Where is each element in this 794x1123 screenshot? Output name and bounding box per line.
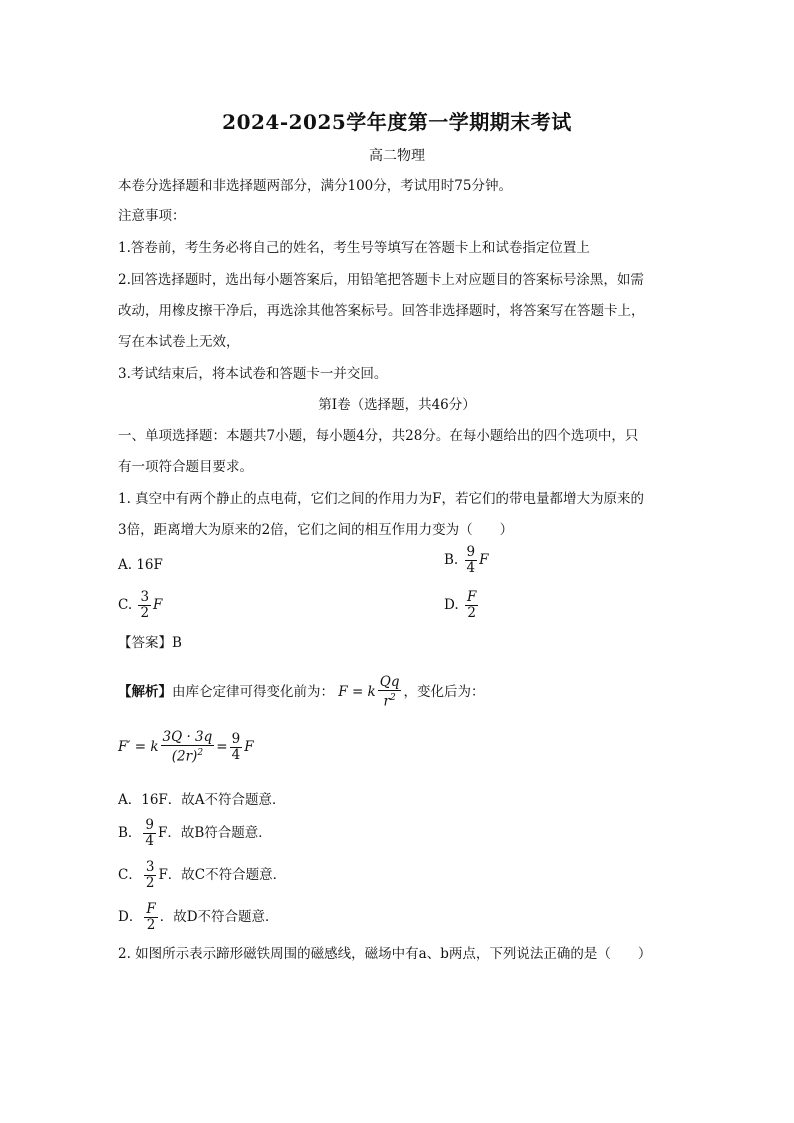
explanation-a: A．16F．故A不符合题意． [118, 792, 286, 808]
notice-line: 1.答卷前，考生务必将自己的姓名，考生号等填写在答题卡上和试卷指定位置上 [118, 240, 590, 256]
fraction: $\frac{9}{4}$ [145, 817, 155, 849]
exam-subject: 高二物理 [369, 148, 425, 164]
option-label: B. [444, 552, 459, 568]
option-d [444, 590, 480, 621]
analysis-line: 【解析】由库仑定律可得变化前为： F = k $\frac{Qq}{r^2}$ ，变化后为： [118, 674, 485, 710]
option-a: A. 16F [118, 557, 163, 573]
fraction: $\frac{3Q \cdot 3q}{(2r)^2}$ [162, 729, 213, 765]
explanation-c: C． $\frac{3}{2}$ F．故C不符合题意． [118, 859, 287, 891]
fraction: $\frac{9}{4}$ [231, 730, 241, 763]
fraction: $\frac{F}{2}$ [146, 901, 156, 933]
part-instructions: 有一项符合题目要求。 [118, 459, 253, 475]
option-b: B. $\frac{9}{4}$ F [444, 544, 489, 576]
notice-line: 3.考试结束后，将本试卷和答题卡一并交回。 [118, 366, 388, 382]
question-2-stem: 2. 如图所示表示蹄形磁铁周围的磁感线，磁场中有a、b两点，下列说法正确的是（ ） [118, 946, 652, 962]
option-label: D. [444, 597, 459, 613]
exam-title: 2024-2025学年度第一学期期末考试 [222, 110, 572, 134]
fraction: $\frac{F}{2}$ [466, 589, 477, 621]
intro-text: 本卷分选择题和非选择题两部分，满分100分，考试用时75分钟。 [118, 178, 512, 194]
question-1-stem: 3倍，距离增大为原来的2倍，它们之间的相互作用力变为（ ） [118, 522, 514, 538]
fraction: $\frac{Qq}{r^2}$ [379, 674, 400, 710]
analysis-label: 【解析】 [118, 683, 172, 700]
notice-heading: 注意事项： [118, 208, 186, 224]
question-1-stem: 1. 真空中有两个静止的点电荷，它们之间的作用力为F，若它们的带电量都增大为原来的 [118, 491, 645, 507]
explanation-d: D． $\frac{F}{2}$ ．故D不符合题意． [118, 901, 279, 933]
explanation-b: B． $\frac{9}{4}$ F．故B符合题意． [118, 817, 272, 849]
fraction: $\frac{3}{2}$ [140, 589, 150, 621]
notice-line: 2.回答选择题时，选出每小题答案后，用铅笔把答题卡上对应题目的答案标号涂黑，如需 [118, 272, 644, 288]
formula-after: F′ = k $\frac{3Q \cdot 3q}{(2r)^2}$ = $\frac{9}{4}$ F [118, 729, 254, 765]
section-title: 第Ⅰ卷（选择题，共46分） [318, 397, 476, 413]
notice-line: 写在本试卷上无效， [118, 334, 240, 350]
option-label: C. [118, 597, 133, 613]
notice-line: 改动，用橡皮擦干净后，再选涂其他答案标号。回答非选择题时，将答案写在答题卡上， [118, 303, 645, 319]
option-c: C. $\frac{3}{2}$ F [118, 589, 163, 621]
answer: 【答案】B [118, 635, 182, 651]
fraction: $\frac{9}{4}$ [466, 544, 476, 576]
fraction: $\frac{3}{2}$ [145, 859, 155, 891]
part-instructions: 一、单项选择题：本题共7小题，每小题4分，共28分。在每小题给出的四个选项中，只 [118, 428, 639, 444]
